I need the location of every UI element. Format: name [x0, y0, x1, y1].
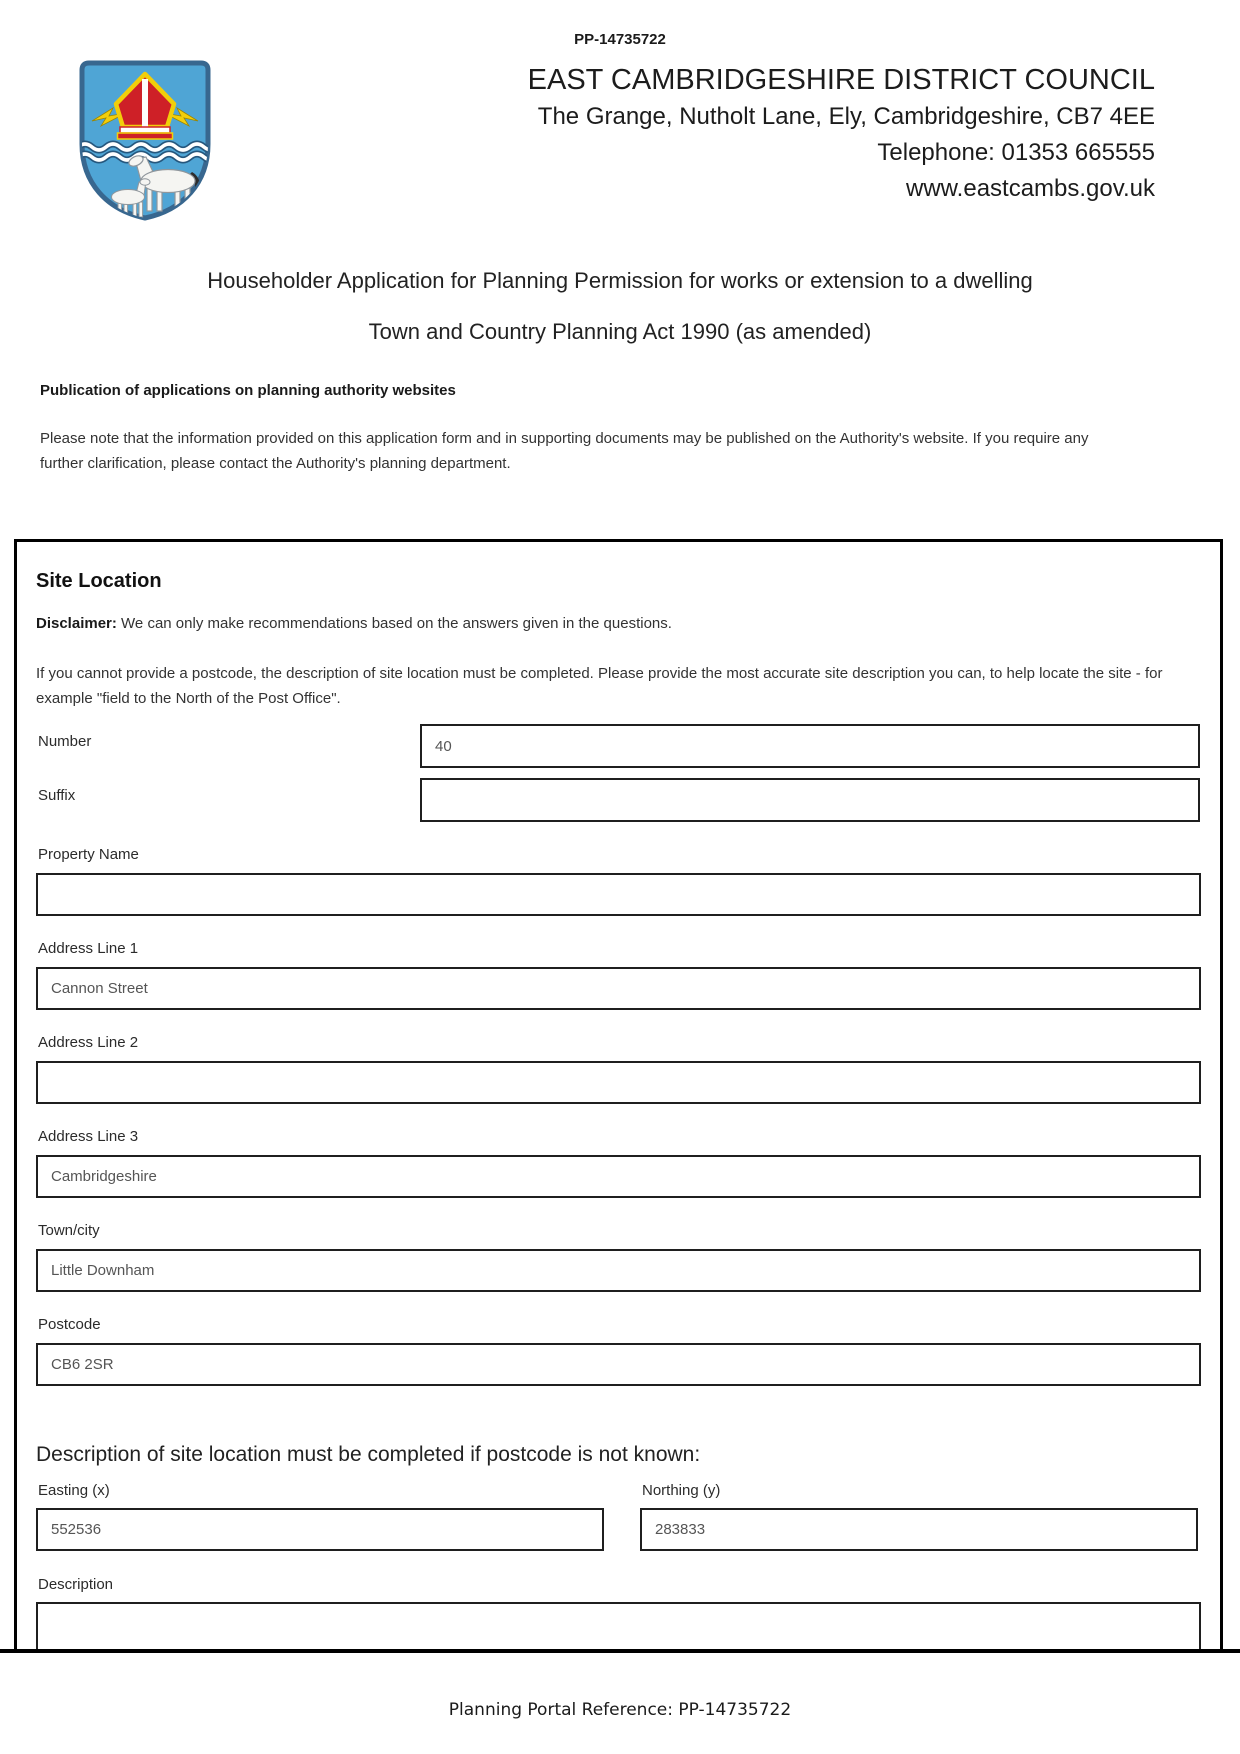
easting-input[interactable] [36, 1508, 604, 1551]
publication-notice-body: Please note that the information provided on this application form and in supporting documents may be published on the Authority's website. If you require any further clarification, please contact the Authority's planning department. [40, 430, 1089, 472]
property-name-input[interactable] [36, 873, 1201, 916]
council-contact-block [528, 62, 1155, 207]
property-name-field [36, 846, 1201, 916]
council-website: www.eastcambs.gov.uk [906, 175, 1155, 202]
site-location-heading: Site Location [36, 570, 162, 592]
suffix-field-row [36, 778, 1201, 822]
council-telephone: Telephone: 01353 665555 [877, 139, 1155, 166]
address-line-1-field [36, 940, 1201, 1010]
description-input[interactable] [36, 1602, 1201, 1649]
town-city-input[interactable] [36, 1249, 1201, 1292]
description-section-heading: Description of site location must be completed if postcode is not known: [36, 1443, 701, 1466]
northing-label: Northing (y) [642, 1482, 721, 1499]
northing-input[interactable] [640, 1508, 1198, 1551]
postcode-input[interactable] [36, 1343, 1201, 1386]
address-line-2-input[interactable] [36, 1061, 1201, 1104]
easting-field [36, 1468, 604, 1551]
number-input[interactable] [420, 724, 1200, 768]
disclaimer-label: Disclaimer: [36, 615, 117, 632]
address-line-1-label: Address Line 1 [38, 940, 139, 957]
number-field-row [36, 724, 1201, 768]
application-reference: PP-14735722 [574, 31, 666, 48]
council-crest-logo [72, 60, 218, 223]
address-line-3-field [36, 1128, 1201, 1198]
disclaimer [36, 614, 1201, 633]
suffix-input[interactable] [420, 778, 1200, 822]
property-name-label: Property Name [38, 846, 139, 863]
number-label: Number [38, 733, 92, 750]
town-city-field [36, 1222, 1201, 1292]
address-line-2-field [36, 1034, 1201, 1104]
form-title: Householder Application for Planning Permission for works or extension to a dwelling [207, 268, 1033, 293]
address-line-3-input[interactable] [36, 1155, 1201, 1198]
planning-portal-reference: Planning Portal Reference: PP-14735722 [448, 1700, 792, 1720]
coordinates-row [36, 1468, 1201, 1551]
address-line-3-label: Address Line 3 [38, 1128, 139, 1145]
site-location-intro: If you cannot provide a postcode, the description of site location must be completed. Please provide the most accurate site description you can, to help locate the site - for example "field to the North of the Post Office". [36, 665, 1163, 707]
council-address: The Grange, Nutholt Lane, Ely, Cambridgeshire, CB7 4EE [537, 103, 1155, 130]
council-name: EAST CAMBRIDGESHIRE DISTRICT COUNCIL [527, 64, 1155, 96]
act-subtitle: Town and Country Planning Act 1990 (as amended) [368, 319, 872, 344]
description-field [36, 1576, 1201, 1649]
northing-field [640, 1468, 1198, 1551]
address-line-2-label: Address Line 2 [38, 1034, 139, 1051]
postcode-label: Postcode [38, 1316, 101, 1333]
publication-notice-heading: Publication of applications on planning authority websites [40, 382, 456, 399]
disclaimer-text: We can only make recommendations based on the answers given in the questions. [121, 615, 672, 632]
site-location-section [14, 539, 1223, 1649]
description-label: Description [38, 1576, 114, 1593]
postcode-field [36, 1316, 1201, 1386]
header [0, 60, 1240, 228]
suffix-label: Suffix [38, 787, 76, 804]
page-break-divider [0, 1649, 1240, 1653]
easting-label: Easting (x) [38, 1482, 110, 1499]
town-city-label: Town/city [38, 1222, 100, 1239]
address-line-1-input[interactable] [36, 967, 1201, 1010]
